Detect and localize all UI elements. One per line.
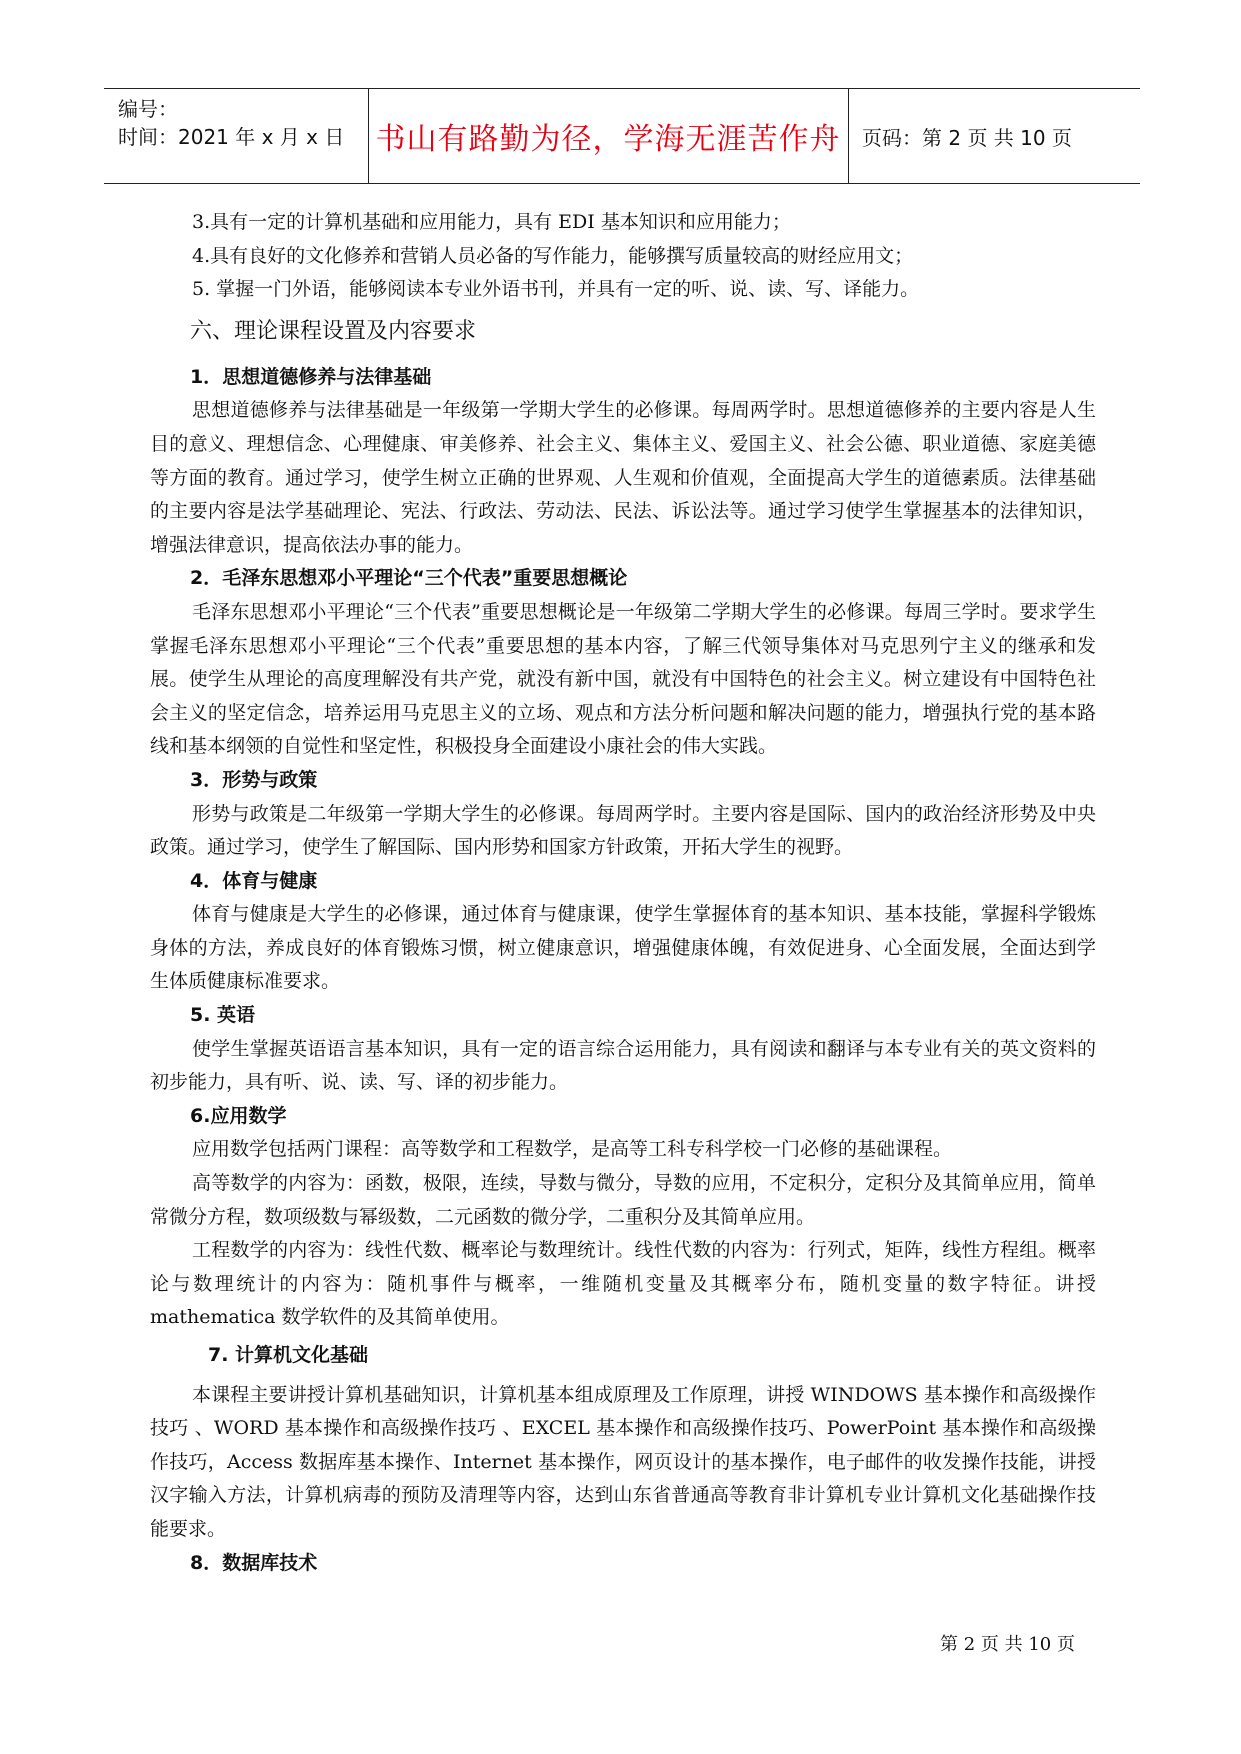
header-left-cell	[104, 89, 369, 183]
course-title: 2．毛泽东思想邓小平理论“三个代表”重要思想概论	[190, 567, 628, 590]
header-time-label: 时间：2021 年 x 月 x 日	[118, 125, 345, 149]
course-paragraph: 本课程主要讲授计算机基础知识，计算机基本组成原理及工作原理，讲授 WINDOWS 基本操作和高级操作技巧 、WORD 基本操作和高级操作技巧 、EXCEL 基本操作和高级操作技巧、PowerPoint 基本操作和高级操作技巧，Access 数据库基本操作、Internet 基本操作，网页设计的基本操作，电子邮件的收发操作技能，讲授汉字输入方法，计算机病毒的预防及清理等内容，达到山东省普通高等教育非计算机专业计算机文化基础操作技能要求。	[150, 1383, 1096, 1540]
intro-item: 3.具有一定的计算机基础和应用能力，具有 EDI 基本知识和应用能力；	[192, 211, 791, 233]
document-header	[104, 88, 1140, 184]
intro-item: 4.具有良好的文化修养和营销人员必备的写作能力，能够撰写质量较高的财经应用文；	[192, 244, 914, 267]
course-paragraph: 工程数学的内容为：线性代数、概率论与数理统计。线性代数的内容为：行列式，矩阵，线性方程组。概率论与数理统计的内容为：随机事件与概率，一维随机变量及其概率分布，随机变量的数字特征。讲授 mathematica 数学软件的及其简单使用。	[150, 1239, 1096, 1329]
course-paragraph: 思想道德修养与法律基础是一年级第一学期大学生的必修课。每周两学时。思想道德修养的主要内容是人生目的意义、理想信念、心理健康、审美修养、社会主义、集体主义、爱国主义、社会公德、职业道德、家庭美德等方面的教育。通过学习，使学生树立正确的世界观、人生观和价值观，全面提高大学生的道德素质。法律基础的主要内容是法学基础理论、宪法、行政法、劳动法、民法、诉讼法等。通过学习使学生掌握基本的法律知识，增强法律意识，提高依法办事的能力。	[150, 399, 1096, 556]
page-footer: 第 2 页 共 10 页	[940, 1634, 1075, 1655]
header-number-label: 编号：	[118, 97, 178, 121]
course-title: 4．体育与健康	[190, 869, 318, 892]
course-title: 8．数据库技术	[190, 1551, 318, 1574]
header-motto-cell	[368, 89, 849, 183]
course-title: 1．思想道德修养与法律基础	[190, 365, 432, 388]
document-body	[150, 206, 1096, 1580]
header-page-label: 页码：第 2 页 共 10 页	[862, 125, 1072, 150]
intro-item: 5. 掌握一门外语，能够阅读本专业外语书刊，并具有一定的听、说、读、写、译能力。	[192, 278, 920, 301]
course-paragraph: 高等数学的内容为：函数，极限，连续，导数与微分，导数的应用，不定积分，定积分及其简单应用，简单常微分方程，数项级数与幂级数，二元函数的微分学，二重积分及其简单应用。	[150, 1172, 1096, 1228]
course-title: 7. 计算机文化基础	[208, 1344, 369, 1366]
course-paragraph: 毛泽东思想邓小平理论“三个代表”重要思想概论是一年级第二学期大学生的必修课。每周三学时。要求学生掌握毛泽东思想邓小平理论“三个代表”重要思想的基本内容，了解三代领导集体对马克思列宁主义的继承和发展。使学生从理论的高度理解没有共产党，就没有新中国，就没有中国特色的社会主义。树立建设有中国特色社会主义的坚定信念，培养运用马克思主义的立场、观点和方法分析问题和解决问题的能力，增强执行党的基本路线和基本纲领的自觉性和坚定性，积极投身全面建设小康社会的伟大实践。	[150, 600, 1096, 758]
section-title: 六、理论课程设置及内容要求	[190, 318, 477, 344]
course-paragraph: 使学生掌握英语语言基本知识，具有一定的语言综合运用能力，具有阅读和翻译与本专业有关的英文资料的初步能力，具有听、说、读、写、译的初步能力。	[150, 1037, 1096, 1094]
course-title: 5. 英语	[190, 1004, 256, 1027]
course-paragraph: 体育与健康是大学生的必修课，通过体育与健康课，使学生掌握体育的基本知识、基本技能，掌握科学锻炼身体的方法，养成良好的体育锻炼习惯，树立健康意识，增强健康体魄，有效促进身、心全面发展，全面达到学生体质健康标准要求。	[150, 903, 1096, 993]
course-paragraph: 应用数学包括两门课程：高等数学和工程数学，是高等工科专科学校一门必修的基础课程。	[192, 1138, 953, 1161]
course-paragraph: 形势与政策是二年级第一学期大学生的必修课。每周两学时。主要内容是国际、国内的政治经济形势及中央政策。通过学习，使学生了解国际、国内形势和国家方针政策，开拓大学生的视野。	[150, 802, 1096, 859]
course-title: 3．形势与政策	[190, 768, 318, 791]
header-page-cell	[848, 89, 1140, 183]
course-title: 6.应用数学	[190, 1104, 287, 1127]
header-motto: 书山有路勤为径，学海无涯苦作舟	[375, 122, 841, 157]
